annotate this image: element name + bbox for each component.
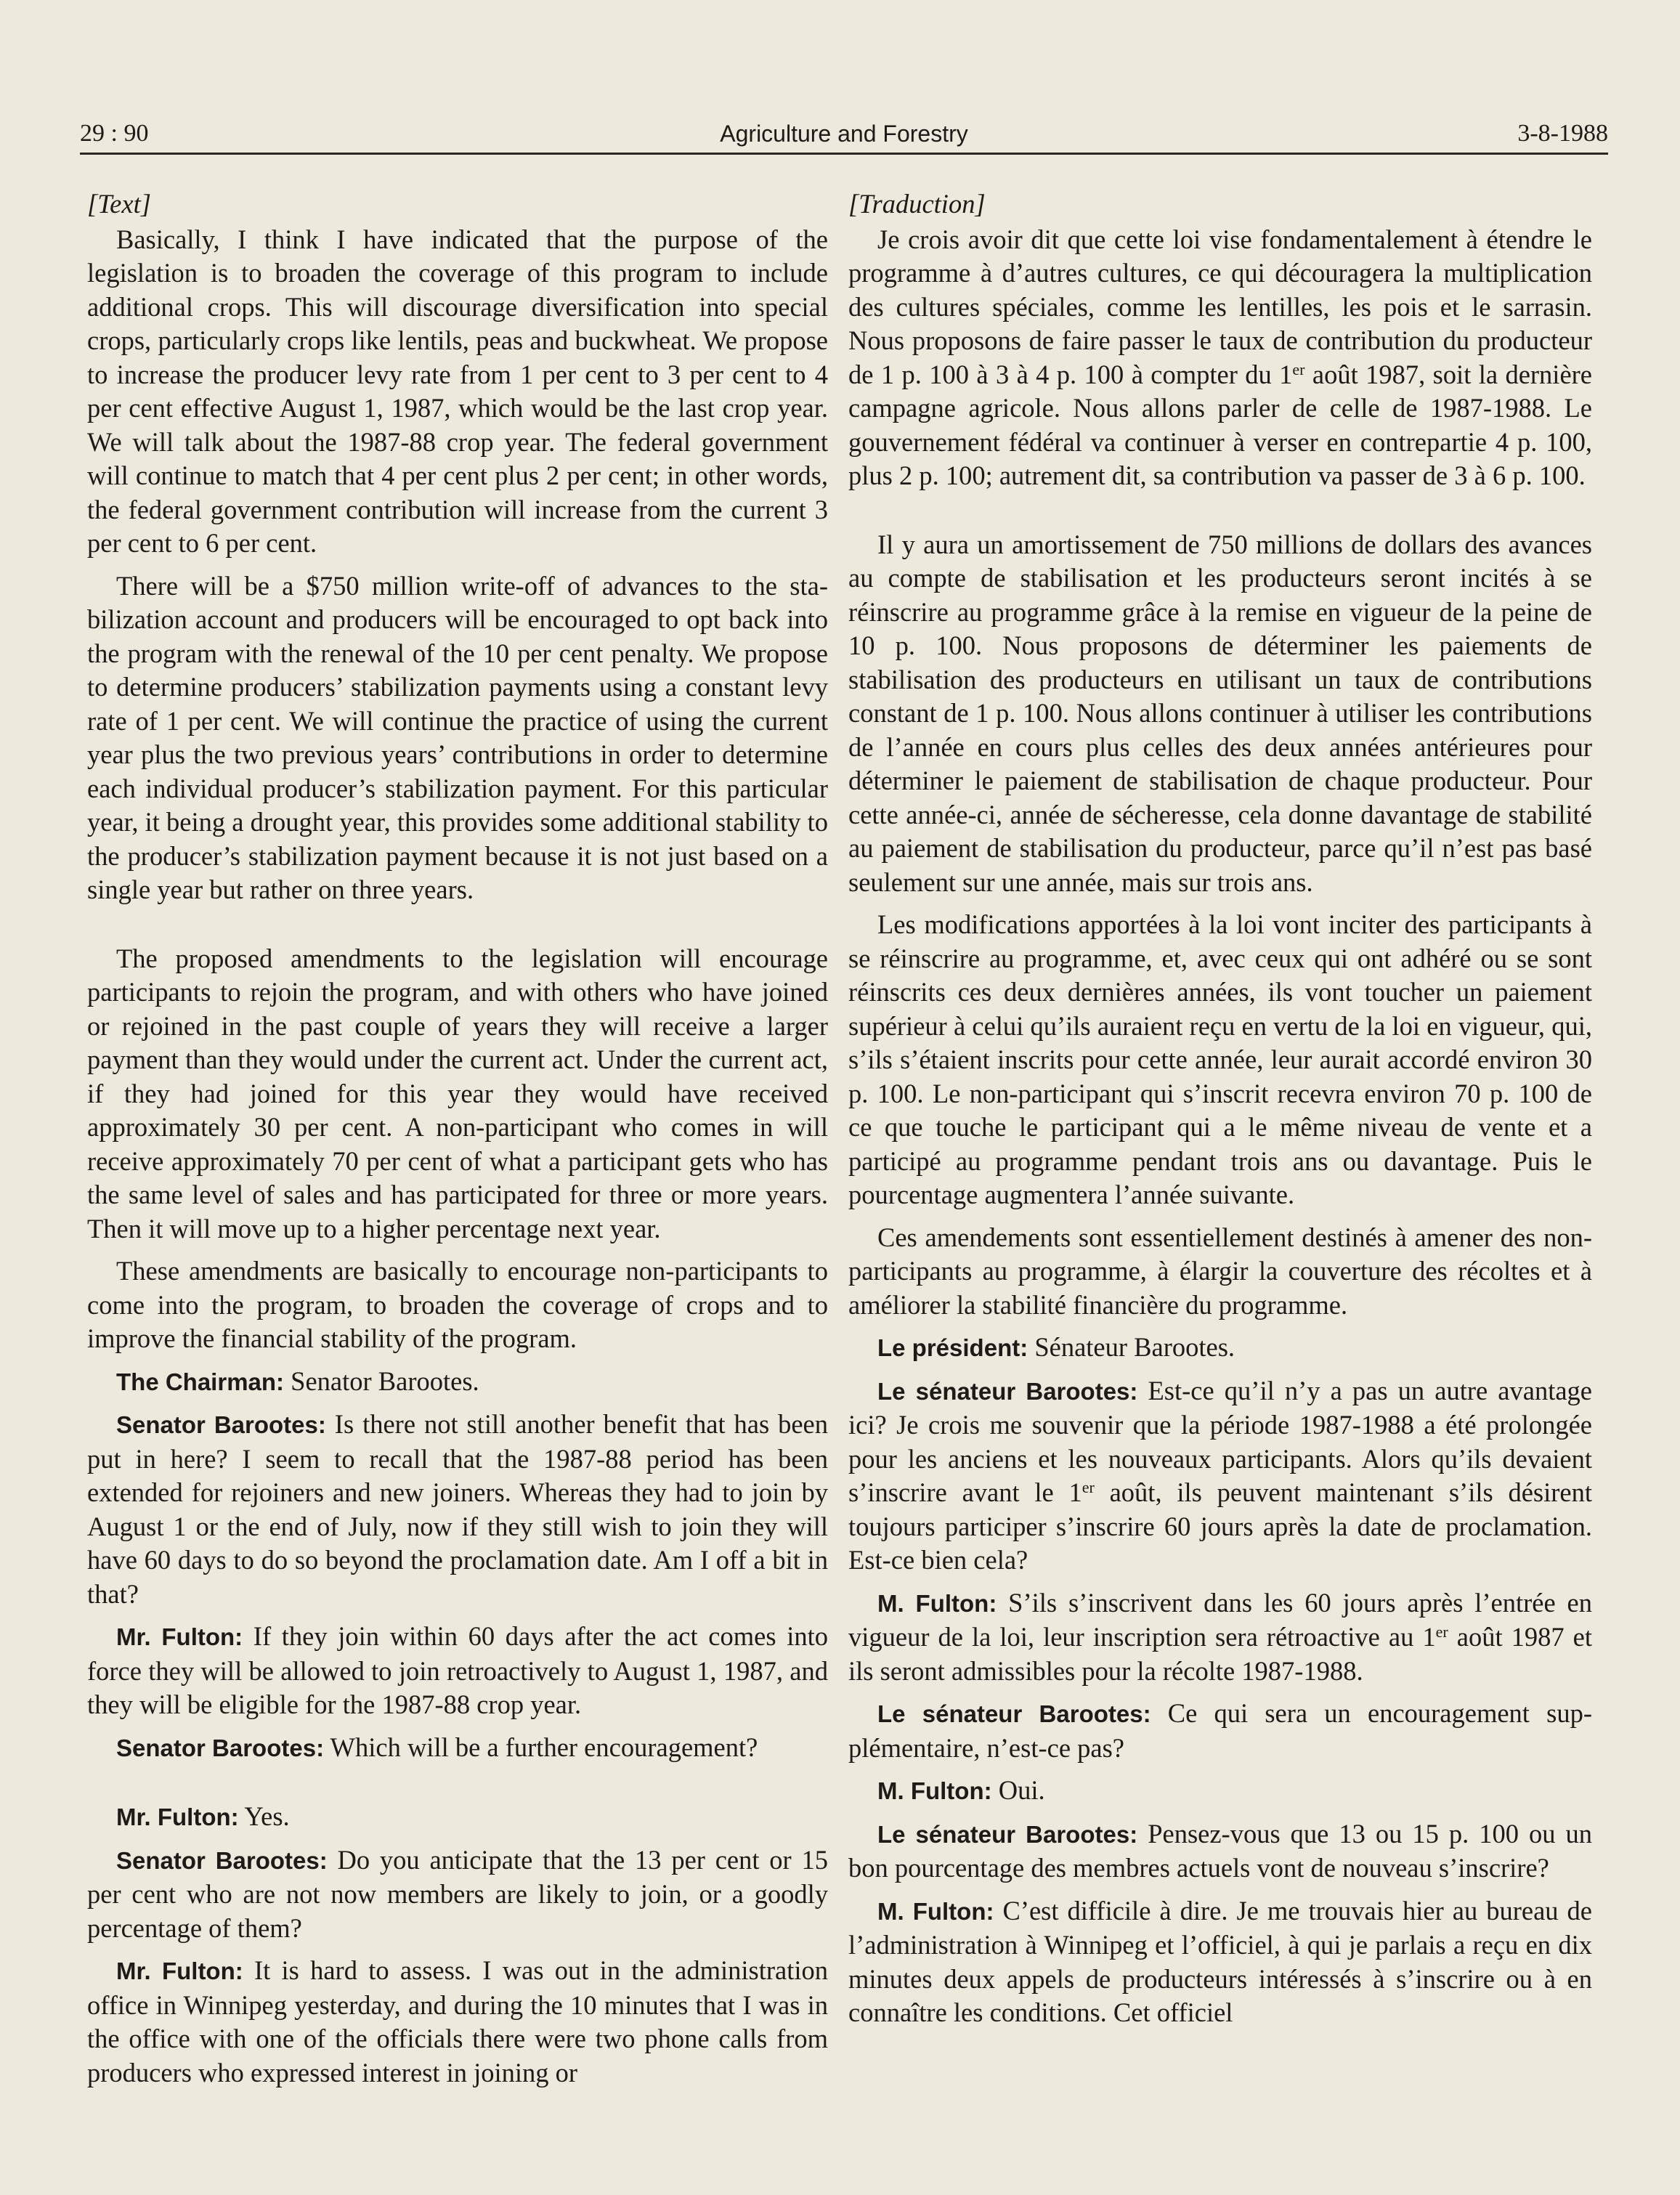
dialogue-entry: Senator Barootes: Which will be a further encouragement? <box>116 1732 758 1762</box>
dialogue-entry: Senator Barootes: Is there not still another benefit that has been put in here? I seem to recall that the 1987-88 period has been extended for rejoiners and new joiners. Whereas they had to join by August 1 or the end of July, now if they still wish to join they will have 60 days to do so beyond the proclamation date. Am I off a bit in that? <box>87 1409 829 1609</box>
speaker-name: Le président: <box>877 1334 1028 1361</box>
paragraph: Les modifications apportées à la loi vont inciter des participants à se réinscrire au programme, et, avec ceux qui ont adhéré ou se sont réinscrits ces deux dernières années, ils vont toucher un paiement supérieur à celui qu’ils auraient reçu en vertu de la loi en vigueur, qui, s’ils s’étaient inscrits pour cette année, leur aurait accordé environ 30 p. 100. Le non-participant qui s’inscrit recevra environ 70 p. 100 de ce que touche le participant qui a le même niveau de vente et a participé au programme pendant trois ans ou davantage. Puis le pourcentage augmentera l’année suivante. <box>848 909 1592 1209</box>
header-rule <box>80 153 1608 155</box>
paragraph: Il y aura un amortissement de 750 millions de dollars des avances au compte de stabilisation et les producteurs seront incités à se réinscrire au programme grâce à la remise en vigueur de la peine de 10 p. 100. Nous proposons de déterminer les paiements de stabilisation des producteurs en utilisant un taux de contributions constant de 1 p. 100. Nous allons continuer à utiliser les contributions de l’année en cours plus celles des deux années antérieures pour déterminer le paiement de stabilisation de chaque producteur. Pour cette année-ci, année de sécheresse, cela donne davantage de stabilité au paiement de stabilisation du producteur, parce qu’il n’est pas basé seulement sur une année, mais sur trois ans. <box>848 529 1592 897</box>
dialogue-entry: Mr. Fulton: It is hard to assess. I was out in the administration office in Winnipeg yesterday, and during the 10 minutes that I was in the office with one of the officials there were two phone calls from producers who expressed interest in joining or <box>87 1955 828 2088</box>
paragraph: Basically, I think I have indicated that the purpose of the legislation is to broaden the coverage of this program to include additional crops. This will discourage diversification into special crops, particularly crops like lentils, peas and buckwheat. We propose to increase the producer levy rate from 1 per cent to 3 per cent to 4 per cent effective August 1, 1987, which would be the last crop year. We will talk about the 1987-88 crop year. The federal government will continue to match that 4 per cent plus 2 per cent; in other words, the federal government contribution will increase from the current 3 per cent to 6 per cent. <box>87 224 828 558</box>
traduction-label: [Traduction] <box>848 189 986 219</box>
dialogue-entry: M. Fulton: C’est difficile à dire. Je me trouvais hier au bureau de l’administration à Winnipeg et l’officiel, à qui je parlais a reçu en dix minutes deux appels de producteurs intéressés à s’inscrire ou à en connaître les conditions. Cet officiel <box>848 1895 1592 2027</box>
dialogue-entry: Mr. Fulton: If they join within 60 days after the act comes into force they will be allowed to join retroactively to August 1, 1987, and they will be eligible for the 1987-88 crop year. <box>87 1621 828 1719</box>
running-header <box>80 115 1608 153</box>
dialogue-entry: Mr. Fulton: Yes. <box>116 1801 290 1831</box>
dialogue-entry: Le sénateur Barootes: Pensez-vous que 13 ou 15 p. 100 ou un bon pourcentage des membres actuels vont de nouveau s’inscrire? <box>848 1818 1592 1883</box>
paragraph: There will be a $750 million write-off of advances to the stabilization account and producers will be encouraged to opt back into the program with the renewal of the 10 per cent penalty. We propose to determine producers’ stabilization payments using a constant levy rate of 1 per cent. We will continue the practice of using the current year plus the two previous years’ contributions in order to determine each individual producer’s stabilization payment. For this particular year, it being a drought year, this provides some additional stability to the producer’s stabilization payment because it is not just based on a single year but rather on three years. <box>87 570 828 904</box>
dialogue-entry: Le sénateur Barootes: Ce qui sera un encouragement supplémentaire, n’est-ce pas? <box>848 1698 1592 1763</box>
speaker-name: Mr. Fulton: <box>116 1623 243 1650</box>
speaker-name: Mr. Fulton: <box>116 1804 239 1830</box>
speaker-name: Le sénateur Barootes: <box>877 1377 1138 1405</box>
paragraph: These amendments are basically to encourage non-participants to come into the program, to broaden the coverage of crops and to improve the financial stability of the program. <box>87 1256 828 1353</box>
text-label: [Text] <box>87 189 151 219</box>
dialogue-entry: M. Fulton: Oui. <box>877 1775 1045 1805</box>
dialogue-entry: Senator Barootes: Do you anticipate that the 13 per cent or 15 per cent who are not now members are likely to join, or a goodly percentage of them? <box>87 1844 828 1943</box>
speaker-name: Senator Barootes: <box>116 1734 325 1761</box>
speaker-name: M. Fulton: <box>877 1589 997 1617</box>
page-number: 29 : 90 <box>80 120 149 147</box>
speaker-name: The Chairman: <box>116 1368 285 1395</box>
paragraph: Je crois avoir dit que cette loi vise fondamentalement à étendre le programme à d’autres cultures, ce qui découragera la multiplication des cultures spéciales, comme les lentilles, les pois et le sarrasin. Nous proposons de faire passer le taux de contribution du producteur de 1 p. 100 à 3 à 4 p. 100 à compter du 1er août 1987, soit la dernière campagne agricole. Nous allons parler de celle de 1987-1988. Le gouvernement fédéral va continuer à verser en contrepartie 4 p. 100, plus 2 p. 100; autrement dit, sa contribution va passer de 3 à 6 p. 100. <box>848 224 1592 490</box>
dialogue-entry: M. Fulton: S’ils s’inscrivent dans les 60 jours après l’entrée en vigueur de la loi, leur inscription sera rétroactive au 1er août 1987 et ils seront admissibles pour la récolte 1987-1988. <box>848 1587 1593 1686</box>
dialogue-entry: Le président: Sénateur Barootes. <box>877 1332 1235 1362</box>
committee-title: Agriculture and Forestry <box>720 121 968 147</box>
french-column <box>848 187 1592 2039</box>
english-column <box>87 187 828 2098</box>
speaker-name: Senator Barootes: <box>116 1846 328 1874</box>
paragraph: The proposed amendments to the legislation will encourage participants to rejoin the program, and with others who have joined or rejoined in the past couple of years they will receive a larger payment than they would under the current act. Under the current act, if they had joined for this year they would have received approximately 30 per cent. A non-participant who comes in will receive approximately 70 per cent of what a participant gets who has the same level of sales and has participated for three or more years. Then it will move up to a higher percentage next year. <box>87 943 828 1243</box>
speaker-name: M. Fulton: <box>877 1897 994 1925</box>
speaker-name: Mr. Fulton: <box>116 1957 243 1984</box>
dialogue-entry: Le sénateur Barootes: Est-ce qu’il n’y a pas un autre avantage ici? Je crois me souvenir que la période 1987-1988 a été prolongée pour les anciens et les nouveaux participants. Alors qu’ils devaient s’inscrire avant le 1er août, ils peuvent maintenant s’ils désirent toujours participer s’inscrire 60 jours après la date de proclamation. Est-ce bien cela? <box>848 1375 1592 1575</box>
dialogue-entry: The Chairman: Senator Barootes. <box>116 1366 479 1396</box>
speaker-name: Senator Barootes: <box>116 1411 326 1438</box>
speaker-name: Le sénateur Barootes: <box>877 1700 1151 1727</box>
speaker-name: M. Fulton: <box>877 1777 992 1804</box>
issue-date: 3-8-1988 <box>1517 120 1608 147</box>
paragraph: Ces amendements sont essentiellement destinés à amener des non-participants au programme, à élargir la couverture des récoltes et à améliorer la stabilité financière du programme. <box>848 1222 1592 1320</box>
speaker-name: Le sénateur Barootes: <box>877 1820 1138 1848</box>
